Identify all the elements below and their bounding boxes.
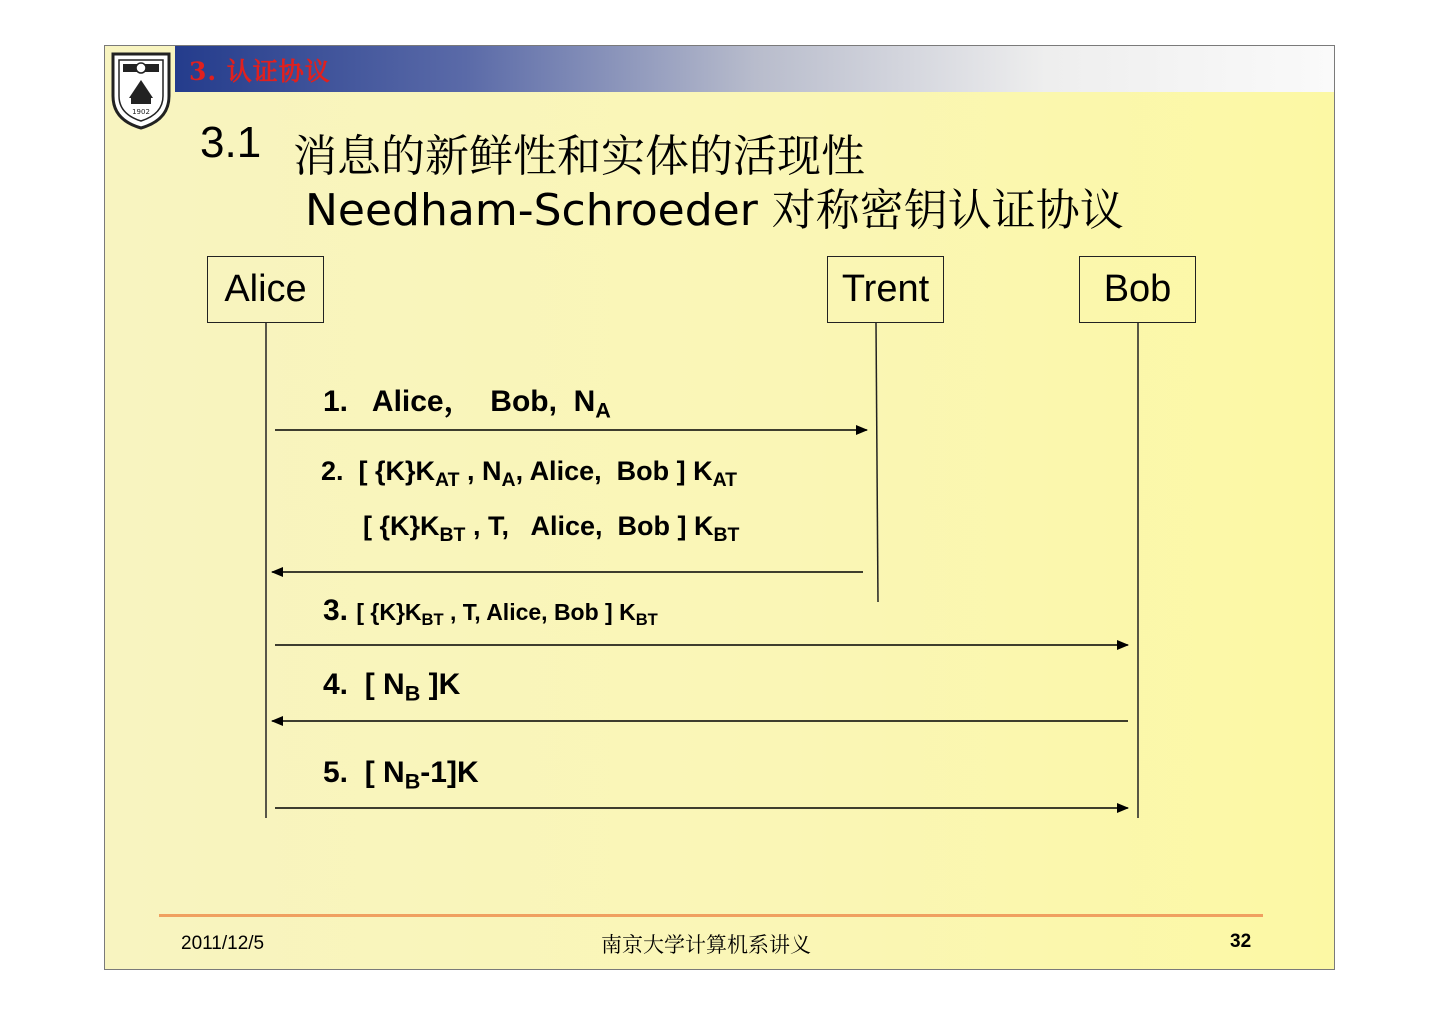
message-5: 5. [ $N_B-1]K$ [323,756,479,794]
message-4: 4. [ $N_B$ ]K [323,668,461,706]
message-3: 3. [ $\{K\}K_{BT}$ , T, Alice, Bob ] $K_{BT}$ [323,594,658,629]
slide-subtitle: Needham-Schroeder 对称密钥认证协议 [305,185,1124,236]
footer-divider [159,914,1263,917]
footer-date: 2011/12/5 [181,933,265,954]
page-number: 32 [1230,931,1252,952]
footer-course-title: 南京大学计算机系讲义 [601,933,811,957]
actor-bob: Bob [1079,256,1196,323]
slide [104,45,1335,970]
message-2-line-1: 2. [ $\{K\}K_{AT}$ , $N_A$, Alice, Bob ] $K_{AT}$ [321,456,738,491]
message-2-line-2: [ $\{K\}K_{BT}$ , T, Alice, Bob ] $K_{BT}$ [363,511,740,546]
message-1: 1. Alice， Bob, $N_A$ [323,385,611,423]
slide-title: 消息的新鲜性和实体的活现性 [293,131,865,182]
lifeline-trent [876,323,878,602]
svg-text:1902: 1902 [132,108,150,116]
slide-number-title: 3.1 [200,118,262,167]
actor-alice: Alice [207,256,324,323]
section-label: 3. 认证协议 [189,57,331,86]
actor-trent: Trent [827,256,944,323]
sequence-lines [105,46,1335,970]
